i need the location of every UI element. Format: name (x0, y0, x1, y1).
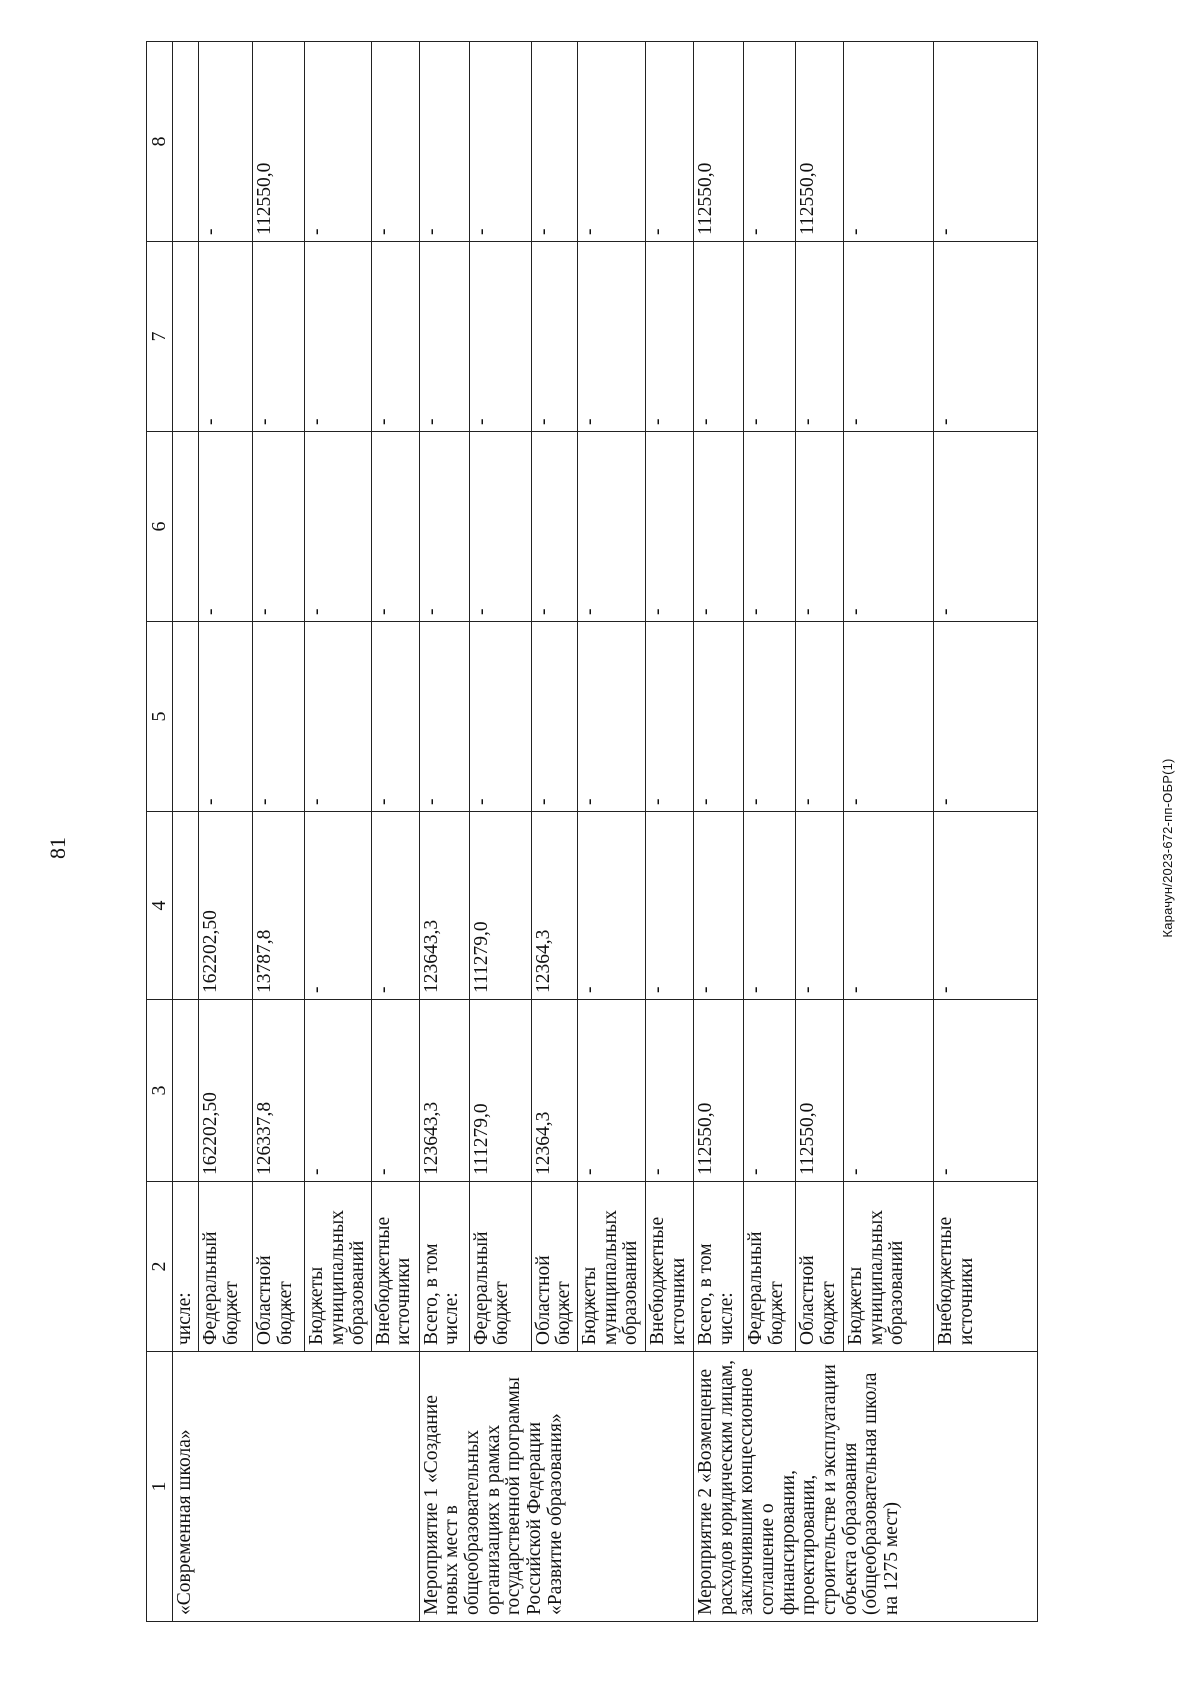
value-cell (173, 812, 199, 1000)
value-cell: 112550,0 (796, 42, 844, 242)
value-cell: - (371, 42, 419, 242)
value-cell: 112550,0 (694, 42, 744, 242)
value-cell (173, 622, 199, 812)
value-cell: - (796, 432, 844, 622)
document-id: Карачун/2023-672-пп-ОБР(1) (1160, 758, 1175, 938)
value-cell: 112550,0 (694, 1000, 744, 1182)
funding-source-cell: Всего, в том числе: (694, 1182, 744, 1352)
funding-source-cell: Бюджеты муниципальных образований (578, 1182, 646, 1352)
funding-source-cell: Федеральный бюджет (469, 1182, 531, 1352)
value-cell: - (419, 622, 469, 812)
funding-source-cell: Внебюджетные источники (934, 1182, 1038, 1352)
value-cell: - (844, 432, 934, 622)
page-number: 81 (45, 837, 70, 859)
value-cell: - (646, 622, 694, 812)
funding-source-cell: Областной бюджет (531, 1182, 577, 1352)
value-cell: 162202,50 (198, 812, 252, 1000)
value-cell: - (744, 242, 796, 432)
table-row (419, 42, 469, 1622)
value-cell (173, 42, 199, 242)
value-cell: 126337,8 (252, 1000, 304, 1182)
value-cell: - (371, 432, 419, 622)
value-cell: - (694, 622, 744, 812)
funding-source-cell: Федеральный бюджет (744, 1182, 796, 1352)
value-cell: - (844, 812, 934, 1000)
column-number: 8 (147, 42, 173, 242)
value-cell: - (469, 242, 531, 432)
value-cell: - (469, 432, 531, 622)
value-cell: 162202,50 (198, 1000, 252, 1182)
value-cell: - (419, 242, 469, 432)
value-cell: - (646, 1000, 694, 1182)
value-cell: - (844, 42, 934, 242)
value-cell: - (844, 622, 934, 812)
value-cell: - (744, 432, 796, 622)
column-number: 2 (147, 1182, 173, 1352)
value-cell: - (578, 812, 646, 1000)
value-cell: - (252, 242, 304, 432)
rotated-table-area (146, 42, 977, 1622)
value-cell: - (694, 242, 744, 432)
value-cell (173, 432, 199, 622)
value-cell: - (796, 242, 844, 432)
value-cell: 112550,0 (252, 42, 304, 242)
value-cell: - (531, 42, 577, 242)
funding-source-cell: Внебюджетные источники (371, 1182, 419, 1352)
value-cell: - (646, 242, 694, 432)
funding-source-cell: Областной бюджет (796, 1182, 844, 1352)
value-cell: - (419, 42, 469, 242)
funding-source-cell: Бюджеты муниципальных образований (844, 1182, 934, 1352)
value-cell: - (934, 622, 1038, 812)
value-cell: - (646, 432, 694, 622)
funding-source-cell: Всего, в том числе: (419, 1182, 469, 1352)
value-cell: 111279,0 (469, 1000, 531, 1182)
column-number: 6 (147, 432, 173, 622)
funding-source-cell: Федеральный бюджет (198, 1182, 252, 1352)
value-cell: - (531, 242, 577, 432)
value-cell: - (304, 432, 371, 622)
value-cell: - (934, 242, 1038, 432)
value-cell: 13787,8 (252, 812, 304, 1000)
value-cell: 12364,3 (531, 1000, 577, 1182)
table-row (173, 42, 199, 1622)
column-number-row (147, 42, 173, 1622)
value-cell: - (304, 1000, 371, 1182)
value-cell: 111279,0 (469, 812, 531, 1000)
value-cell (173, 242, 199, 432)
value-cell: - (694, 432, 744, 622)
column-number: 5 (147, 622, 173, 812)
value-cell: - (371, 1000, 419, 1182)
value-cell: - (744, 812, 796, 1000)
value-cell: - (198, 242, 252, 432)
value-cell: - (304, 42, 371, 242)
value-cell: - (744, 622, 796, 812)
funding-source-cell: Областной бюджет (252, 1182, 304, 1352)
program-name-cell: «Современная школа» (173, 1352, 420, 1622)
funding-source-cell: Внебюджетные источники (646, 1182, 694, 1352)
column-number: 4 (147, 812, 173, 1000)
value-cell: 123643,3 (419, 812, 469, 1000)
funding-source-cell: Бюджеты муниципальных образований (304, 1182, 371, 1352)
value-cell: - (304, 812, 371, 1000)
value-cell: - (796, 812, 844, 1000)
activity-name-cell: Мероприятие 2 «Возмещение расходов юридическим лицам, заключившим концессионное соглашение о финансировании, проектировании, строительстве и эксплуатации объекта образования (общеобразовательная школа на 1275 мест) (694, 1352, 1038, 1622)
value-cell: - (371, 812, 419, 1000)
value-cell: - (578, 622, 646, 812)
value-cell: - (646, 42, 694, 242)
funding-source-cell: числе: (173, 1182, 199, 1352)
value-cell: - (198, 622, 252, 812)
value-cell: - (934, 1000, 1038, 1182)
value-cell: - (578, 432, 646, 622)
value-cell: - (371, 622, 419, 812)
value-cell: - (252, 622, 304, 812)
value-cell: 12364,3 (531, 812, 577, 1000)
value-cell: - (304, 242, 371, 432)
value-cell: - (694, 812, 744, 1000)
value-cell: - (934, 432, 1038, 622)
value-cell: - (934, 42, 1038, 242)
column-number: 7 (147, 242, 173, 432)
value-cell: - (198, 432, 252, 622)
column-number: 1 (147, 1352, 173, 1622)
value-cell (173, 1000, 199, 1182)
column-number: 3 (147, 1000, 173, 1182)
value-cell: - (371, 242, 419, 432)
value-cell: 112550,0 (796, 1000, 844, 1182)
value-cell: - (744, 1000, 796, 1182)
value-cell: - (578, 42, 646, 242)
value-cell: - (646, 812, 694, 1000)
value-cell: - (198, 42, 252, 242)
value-cell: - (578, 242, 646, 432)
value-cell: - (578, 1000, 646, 1182)
value-cell: - (304, 622, 371, 812)
value-cell: - (934, 812, 1038, 1000)
value-cell: - (844, 242, 934, 432)
value-cell: - (796, 622, 844, 812)
value-cell: - (252, 432, 304, 622)
value-cell: - (531, 622, 577, 812)
value-cell: - (744, 42, 796, 242)
value-cell: - (469, 42, 531, 242)
activity-name-cell: Мероприятие 1 «Создание новых мест в общеобразовательных организациях в рамках государственной программы Российской Федерации «Развитие образования» (419, 1352, 693, 1622)
value-cell: - (419, 432, 469, 622)
value-cell: - (469, 622, 531, 812)
table-row (694, 42, 744, 1622)
value-cell: - (844, 1000, 934, 1182)
budget-table (146, 41, 1038, 1622)
value-cell: 123643,3 (419, 1000, 469, 1182)
value-cell: - (531, 432, 577, 622)
